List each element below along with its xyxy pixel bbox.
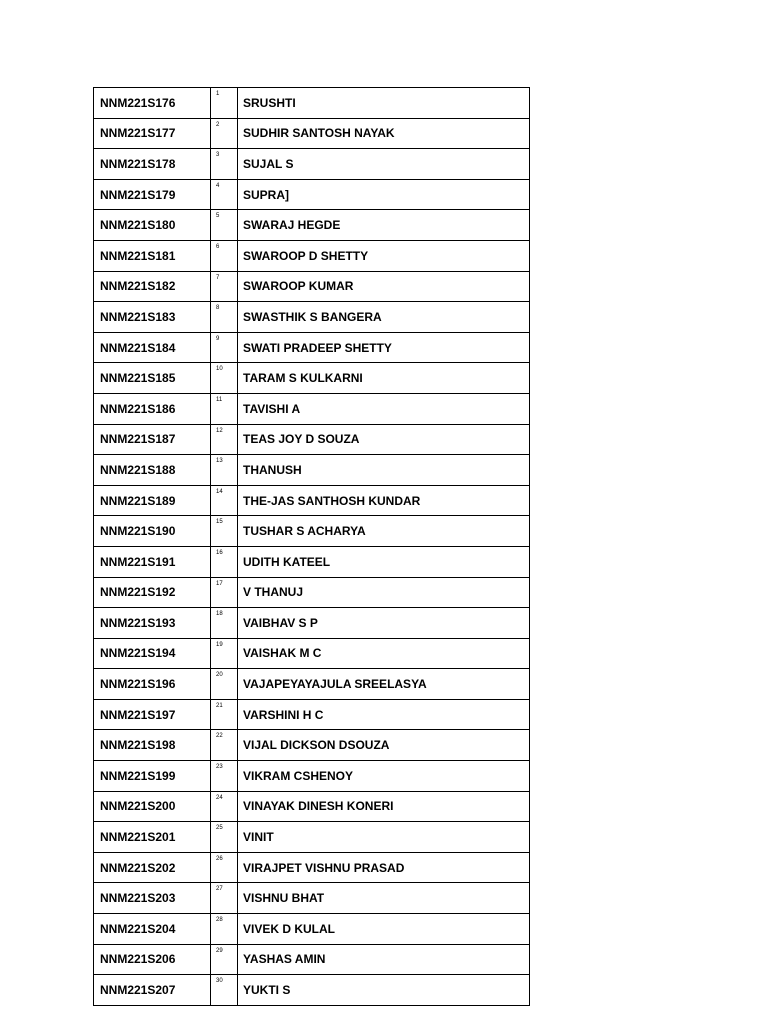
usn-cell: NNM221S180 [94, 210, 211, 241]
table-row [94, 240, 530, 271]
table-row [94, 791, 530, 822]
student-name-cell: VAISHAK M C [238, 638, 530, 669]
serial-number-cell: 4 [211, 179, 238, 210]
serial-number-cell: 7 [211, 271, 238, 302]
table-row [94, 210, 530, 241]
student-name-cell: VINIT [238, 822, 530, 853]
usn-cell: NNM221S188 [94, 455, 211, 486]
table-row [94, 149, 530, 180]
serial-number-cell: 26 [211, 852, 238, 883]
usn-cell: NNM221S184 [94, 332, 211, 363]
student-name-cell: YUKTI S [238, 975, 530, 1006]
usn-cell: NNM221S187 [94, 424, 211, 455]
table-row [94, 179, 530, 210]
usn-cell: NNM221S198 [94, 730, 211, 761]
serial-number-cell: 20 [211, 669, 238, 700]
student-name-cell: VIVEK D KULAL [238, 914, 530, 945]
table-row [94, 302, 530, 333]
usn-cell: NNM221S181 [94, 240, 211, 271]
serial-number-cell: 2 [211, 118, 238, 149]
table-row [94, 914, 530, 945]
table-row [94, 608, 530, 639]
table-row [94, 730, 530, 761]
student-name-cell: SUDHIR SANTOSH NAYAK [238, 118, 530, 149]
table-row [94, 883, 530, 914]
usn-cell: NNM221S185 [94, 363, 211, 394]
roster-body [94, 88, 530, 1006]
usn-cell: NNM221S177 [94, 118, 211, 149]
table-row [94, 944, 530, 975]
usn-cell: NNM221S183 [94, 302, 211, 333]
student-name-cell: SWASTHIK S BANGERA [238, 302, 530, 333]
serial-number-cell: 24 [211, 791, 238, 822]
student-name-cell: UDITH KATEEL [238, 546, 530, 577]
serial-number-cell: 25 [211, 822, 238, 853]
usn-cell: NNM221S178 [94, 149, 211, 180]
student-name-cell: SRUSHTI [238, 88, 530, 119]
usn-cell: NNM221S196 [94, 669, 211, 700]
serial-number-cell: 22 [211, 730, 238, 761]
student-name-cell: YASHAS AMIN [238, 944, 530, 975]
serial-number-cell: 30 [211, 975, 238, 1006]
table-row [94, 332, 530, 363]
student-name-cell: VAIBHAV S P [238, 608, 530, 639]
usn-cell: NNM221S179 [94, 179, 211, 210]
usn-cell: NNM221S202 [94, 852, 211, 883]
usn-cell: NNM221S189 [94, 485, 211, 516]
table-row [94, 516, 530, 547]
student-name-cell: SWARAJ HEGDE [238, 210, 530, 241]
usn-cell: NNM221S186 [94, 393, 211, 424]
serial-number-cell: 1 [211, 88, 238, 119]
table-row [94, 975, 530, 1006]
student-name-cell: TAVISHI A [238, 393, 530, 424]
student-name-cell: SWAROOP KUMAR [238, 271, 530, 302]
serial-number-cell: 27 [211, 883, 238, 914]
serial-number-cell: 14 [211, 485, 238, 516]
serial-number-cell: 8 [211, 302, 238, 333]
table-row [94, 761, 530, 792]
usn-cell: NNM221S197 [94, 699, 211, 730]
usn-cell: NNM221S203 [94, 883, 211, 914]
serial-number-cell: 5 [211, 210, 238, 241]
student-name-cell: VISHNU BHAT [238, 883, 530, 914]
serial-number-cell: 12 [211, 424, 238, 455]
student-name-cell: VIJAL DICKSON DSOUZA [238, 730, 530, 761]
student-name-cell: SUPRA] [238, 179, 530, 210]
serial-number-cell: 23 [211, 761, 238, 792]
student-name-cell: TUSHAR S ACHARYA [238, 516, 530, 547]
table-row [94, 699, 530, 730]
table-row [94, 669, 530, 700]
student-name-cell: SWATI PRADEEP SHETTY [238, 332, 530, 363]
table-row [94, 546, 530, 577]
serial-number-cell: 19 [211, 638, 238, 669]
table-row [94, 638, 530, 669]
student-name-cell: TARAM S KULKARNI [238, 363, 530, 394]
student-name-cell: THE-JAS SANTHOSH KUNDAR [238, 485, 530, 516]
student-name-cell: THANUSH [238, 455, 530, 486]
student-name-cell: SWAROOP D SHETTY [238, 240, 530, 271]
serial-number-cell: 29 [211, 944, 238, 975]
serial-number-cell: 28 [211, 914, 238, 945]
serial-number-cell: 11 [211, 393, 238, 424]
table-row [94, 271, 530, 302]
student-name-cell: VIRAJPET VISHNU PRASAD [238, 852, 530, 883]
table-row [94, 118, 530, 149]
usn-cell: NNM221S176 [94, 88, 211, 119]
student-name-cell: V THANUJ [238, 577, 530, 608]
usn-cell: NNM221S194 [94, 638, 211, 669]
usn-cell: NNM221S191 [94, 546, 211, 577]
usn-cell: NNM221S193 [94, 608, 211, 639]
usn-cell: NNM221S207 [94, 975, 211, 1006]
serial-number-cell: 10 [211, 363, 238, 394]
serial-number-cell: 3 [211, 149, 238, 180]
table-row [94, 485, 530, 516]
usn-cell: NNM221S190 [94, 516, 211, 547]
student-name-cell: SUJAL S [238, 149, 530, 180]
table-row [94, 88, 530, 119]
student-name-cell: VARSHINI H C [238, 699, 530, 730]
table-row [94, 852, 530, 883]
usn-cell: NNM221S200 [94, 791, 211, 822]
table-row [94, 822, 530, 853]
serial-number-cell: 9 [211, 332, 238, 363]
table-row [94, 363, 530, 394]
usn-cell: NNM221S199 [94, 761, 211, 792]
table-row [94, 393, 530, 424]
student-roster-table [93, 87, 530, 1006]
student-name-cell: VINAYAK DINESH KONERI [238, 791, 530, 822]
student-name-cell: VAJAPEYAYAJULA SREELASYA [238, 669, 530, 700]
usn-cell: NNM221S182 [94, 271, 211, 302]
serial-number-cell: 18 [211, 608, 238, 639]
serial-number-cell: 21 [211, 699, 238, 730]
usn-cell: NNM221S206 [94, 944, 211, 975]
usn-cell: NNM221S201 [94, 822, 211, 853]
serial-number-cell: 15 [211, 516, 238, 547]
serial-number-cell: 16 [211, 546, 238, 577]
serial-number-cell: 13 [211, 455, 238, 486]
usn-cell: NNM221S192 [94, 577, 211, 608]
table-row [94, 424, 530, 455]
usn-cell: NNM221S204 [94, 914, 211, 945]
student-name-cell: TEAS JOY D SOUZA [238, 424, 530, 455]
serial-number-cell: 6 [211, 240, 238, 271]
table-row [94, 455, 530, 486]
serial-number-cell: 17 [211, 577, 238, 608]
student-name-cell: VIKRAM CSHENOY [238, 761, 530, 792]
table-row [94, 577, 530, 608]
